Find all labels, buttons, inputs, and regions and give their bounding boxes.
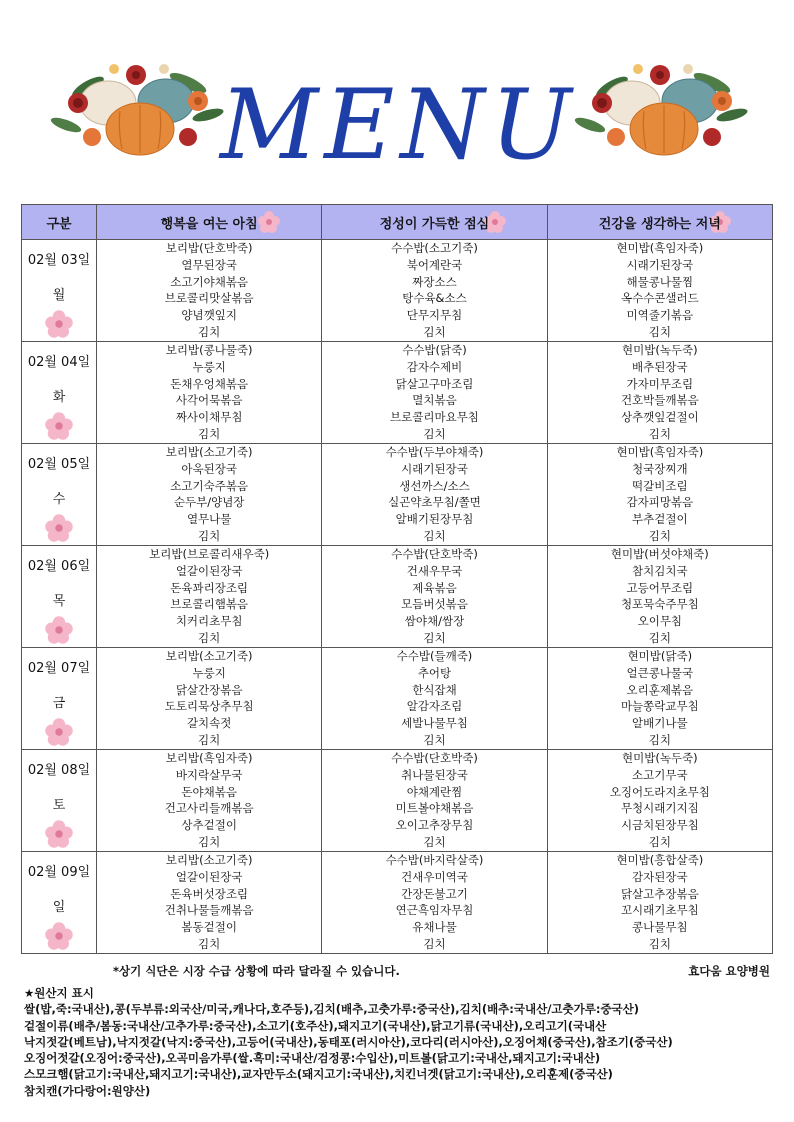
breakfast-cell	[97, 240, 322, 342]
menu-item: 수수밥(들깨죽)	[396, 649, 473, 663]
menu-item: 탕수육&소스	[402, 291, 467, 306]
menu-item: 김치	[648, 324, 671, 339]
menu-item: 김치	[423, 426, 446, 441]
menu-item: 현미밥(닭죽)	[627, 649, 693, 663]
day-weekday: 일	[52, 900, 66, 915]
menu-item: 현미밥(녹두죽)	[622, 751, 698, 765]
menu-item: 꼬시래기초무침	[620, 903, 699, 918]
flower-icon	[44, 513, 74, 543]
menu-item: 김치	[198, 732, 221, 747]
flower-icon	[44, 921, 74, 951]
menu-item: 돈채우엉채볶음	[170, 376, 249, 391]
menu-item: 돈야채볶음	[181, 784, 237, 799]
header-category: 구분	[22, 205, 97, 240]
menu-item: 감자피망볶음	[626, 495, 694, 510]
menu-item: 건새우무국	[406, 563, 463, 578]
menu-item: 멸치볶음	[412, 393, 457, 408]
menu-item: 건새우미역국	[401, 869, 468, 884]
table-row	[22, 444, 773, 546]
table-row	[22, 750, 773, 852]
menu-item: 참치김치국	[632, 563, 688, 578]
menu-item: 닭살간장볶음	[175, 682, 243, 697]
menu-body	[22, 240, 773, 954]
dinner-cell	[547, 546, 772, 648]
day-cell	[22, 546, 97, 648]
menu-item: 생선까스/소스	[399, 478, 470, 493]
menu-item: 바지락살무국	[175, 767, 243, 782]
menu-item: 김치	[198, 630, 221, 645]
menu-item: 추어탕	[417, 665, 452, 680]
flower-icon	[44, 309, 74, 339]
menu-item: 얼갈이된장국	[175, 563, 243, 578]
table-row	[22, 852, 773, 954]
day-cell	[22, 852, 97, 954]
menu-item: 무청시래기지짐	[620, 801, 699, 816]
menu-item: 청포묵숙주무침	[620, 597, 699, 612]
day-cell	[22, 648, 97, 750]
menu-item: 청국장찌개	[632, 461, 688, 476]
menu-item: 감자수제비	[406, 359, 463, 374]
dinner-cell	[547, 852, 772, 954]
breakfast-cell	[97, 852, 322, 954]
menu-item: 시금치된장무침	[620, 818, 699, 833]
menu-item: 김치	[198, 528, 221, 543]
lunch-cell	[322, 852, 547, 954]
menu-item: 유채나물	[412, 920, 457, 935]
menu-item: 수수밥(단호박죽)	[391, 751, 478, 765]
lunch-cell	[322, 750, 547, 852]
flower-icon	[44, 717, 74, 747]
menu-item: 알감자조림	[406, 699, 463, 714]
menu-item: 부추겉절이	[632, 512, 688, 527]
menu-item: 짜장소스	[412, 274, 457, 289]
menu-item: 수수밥(닭죽)	[402, 343, 467, 357]
breakfast-cell	[97, 750, 322, 852]
menu-item: 쌈야채/쌈장	[404, 614, 465, 629]
table-row	[22, 342, 773, 444]
lunch-cell	[322, 648, 547, 750]
menu-item: 보리밥(소고기죽)	[165, 445, 253, 459]
menu-item: 보리밥(소고기죽)	[165, 649, 253, 663]
lunch-cell	[322, 240, 547, 342]
menu-item: 소고기숙주볶음	[170, 478, 249, 493]
menu-table	[21, 204, 773, 954]
menu-item: 소고기야채볶음	[170, 274, 249, 289]
menu-item: 김치	[648, 528, 671, 543]
day-weekday: 토	[52, 798, 66, 813]
lunch-cell	[322, 444, 547, 546]
menu-item: 보리밥(소고기죽)	[165, 853, 253, 867]
menu-item: 수수밥(단호박죽)	[391, 547, 478, 561]
menu-item: 미역줄기볶음	[626, 308, 694, 323]
menu-item: 떡갈비조림	[632, 478, 688, 493]
menu-item: 시래기된장국	[401, 461, 468, 476]
day-date: 02월 05일	[27, 457, 91, 472]
day-weekday: 수	[52, 492, 66, 507]
menu-item: 사각어묵볶음	[175, 393, 243, 408]
menu-header-row	[22, 205, 773, 240]
menu-item: 김치	[648, 732, 671, 747]
menu-item: 브로콜리맛살볶음	[164, 291, 254, 306]
menu-item: 한식잡채	[412, 682, 457, 697]
menu-item: 브로콜리마요무침	[390, 410, 479, 425]
menu-item: 김치	[423, 936, 446, 951]
menu-item: 고등어무조림	[626, 580, 694, 595]
day-weekday: 목	[52, 594, 66, 609]
header-lunch: 정성이 가득한 점심	[322, 205, 547, 240]
menu-item: 김치	[648, 426, 671, 441]
menu-item: 김치	[423, 324, 446, 339]
menu-item: 양념깻잎지	[181, 308, 237, 323]
menu-item: 가자미무조림	[626, 376, 694, 391]
day-date: 02월 09일	[27, 865, 91, 880]
menu-item: 단무지무침	[406, 308, 463, 323]
menu-item: 시래기된장국	[626, 257, 694, 272]
menu-item: 연근흑임자무침	[395, 903, 474, 918]
day-date: 02월 07일	[27, 661, 91, 676]
menu-item: 알배기된장무침	[395, 512, 474, 527]
menu-item: 건취나물들깨볶음	[164, 903, 254, 918]
menu-item: 오징어도라지초무침	[609, 784, 710, 799]
lunch-cell	[322, 342, 547, 444]
menu-item: 상추겉절이	[181, 818, 237, 833]
menu-item: 치커리초무침	[175, 614, 243, 629]
menu-item: 김치	[648, 630, 671, 645]
origin-line: 겉절이류(배추/봄동:국내산/고추가루:중국산),소고기(호주산),돼지고기(국내산),닭고기류(국내산),오리고기(국내산	[24, 1018, 607, 1033]
menu-item: 닭살고추장볶음	[620, 886, 699, 901]
pumpkin-bouquet-left-icon	[48, 45, 228, 165]
menu-item: 현미밥(흑임자죽)	[616, 241, 704, 255]
menu-item: 미트볼야채볶음	[395, 801, 474, 816]
menu-item: 열무나물	[186, 512, 232, 527]
menu-item: 간장돈불고기	[401, 886, 468, 901]
day-weekday: 월	[52, 288, 66, 303]
origin-title: ★원산지 표시	[24, 986, 94, 1000]
breakfast-cell	[97, 546, 322, 648]
menu-item: 현미밥(흥합살죽)	[616, 853, 704, 867]
day-weekday: 화	[52, 390, 66, 405]
menu-item: 북어계란국	[406, 257, 463, 272]
dinner-cell	[547, 240, 772, 342]
menu-item: 건호박들깨볶음	[620, 393, 699, 408]
menu-item: 얼갈이된장국	[175, 869, 243, 884]
lunch-cell	[322, 546, 547, 648]
menu-item: 봄동겉절이	[181, 920, 237, 935]
menu-item: 갈치속젓	[186, 716, 232, 731]
flower-icon	[44, 411, 74, 441]
day-cell	[22, 444, 97, 546]
day-date: 02월 08일	[27, 763, 91, 778]
menu-item: 취나물된장국	[401, 767, 468, 782]
menu-item: 김치	[198, 834, 221, 849]
header-breakfast: 행복을 여는 아침	[97, 205, 322, 240]
day-date: 02월 04일	[27, 355, 91, 370]
menu-item: 김치	[198, 936, 221, 951]
menu-item: 현미밥(흑임자죽)	[616, 445, 704, 459]
day-date: 02월 06일	[27, 559, 91, 574]
menu-item: 보리밥(흑임자죽)	[165, 751, 253, 765]
page-header	[0, 0, 794, 200]
menu-item: 배추된장국	[632, 359, 688, 374]
menu-item: 콩나물무침	[632, 920, 688, 935]
table-row	[22, 546, 773, 648]
menu-item: 짜사이채무침	[175, 410, 243, 425]
menu-item: 해물콩나물찜	[626, 274, 694, 289]
menu-item: 김치	[423, 630, 446, 645]
origin-info	[24, 985, 784, 1099]
menu-item: 열무된장국	[181, 257, 237, 272]
menu-item: 알배기나물	[632, 716, 688, 731]
flower-icon	[44, 819, 74, 849]
menu-item: 오이고추장무침	[395, 818, 474, 833]
menu-item: 누룽지	[192, 359, 226, 374]
menu-item: 브로콜리햄볶음	[170, 597, 249, 612]
dinner-cell	[547, 342, 772, 444]
menu-item: 돈육꽈리장조림	[170, 580, 249, 595]
origin-line: 쌀(밥,죽:국내산),콩(두부류:외국산/미국,캐나다,호주등),김치(배추,고춧가루:중국산),김치(배추:국내산/고춧가루:중국산)	[24, 1002, 640, 1017]
menu-item: 김치	[648, 936, 671, 951]
dinner-cell	[547, 648, 772, 750]
breakfast-cell	[97, 648, 322, 750]
flower-icon	[44, 615, 74, 645]
menu-item: 김치	[423, 528, 446, 543]
header-dinner: 건강을 생각하는 저녁	[547, 205, 772, 240]
menu-item: 제육볶음	[412, 580, 457, 595]
day-cell	[22, 342, 97, 444]
menu-item: 김치	[198, 324, 221, 339]
menu-item: 옥수수콘샐러드	[620, 291, 699, 306]
menu-item: 실곤약초무침/쫄면	[388, 495, 481, 510]
dinner-cell	[547, 444, 772, 546]
dinner-cell	[547, 750, 772, 852]
menu-item: 상추깻잎겉절이	[620, 410, 699, 425]
menu-item: 얼큰콩나물국	[626, 665, 694, 680]
flower-icon	[257, 210, 281, 234]
table-row	[22, 648, 773, 750]
menu-item: 마늘쫑락교무침	[620, 699, 699, 714]
menu-item: 누룽지	[192, 665, 226, 680]
menu-item: 보리밥(단호박죽)	[165, 241, 253, 255]
menu-item: 순두부/양념장	[173, 495, 245, 510]
menu-item: 현미밥(버섯야채죽)	[610, 547, 709, 561]
origin-line: 낙지젓갈(베트남),낙지젓갈(낙지:중국산),고등어(국내산),동태포(러시아산),코다리(러시아산),오징어채(중국산),참조기(중국산)	[24, 1034, 673, 1049]
menu-item: 현미밥(녹두죽)	[622, 343, 698, 357]
menu-item: 건고사리들깨볶음	[164, 801, 254, 816]
menu-item: 수수밥(바지락살죽)	[385, 853, 484, 867]
notice-text: *상기 식단은 시장 수급 상황에 따라 달라질 수 있습니다.	[113, 964, 400, 978]
pumpkin-bouquet-right-icon	[572, 45, 752, 165]
menu-item: 오이무침	[637, 614, 683, 629]
menu-item: 수수밥(소고기죽)	[391, 241, 478, 255]
breakfast-cell	[97, 444, 322, 546]
menu-item: 소고기무국	[632, 767, 688, 782]
menu-item: 야채계란찜	[406, 784, 463, 799]
menu-item: 세발나물무침	[401, 716, 468, 731]
origin-lines	[24, 1001, 784, 1099]
origin-line: 참치캔(가다랑어:원양산)	[24, 1083, 151, 1098]
day-date: 02월 03일	[27, 253, 91, 268]
menu-item: 감자된장국	[632, 869, 688, 884]
menu-item: 수수밥(두부야채죽)	[385, 445, 484, 459]
menu-item: 돈육버섯장조림	[170, 886, 249, 901]
day-cell	[22, 240, 97, 342]
menu-item: 김치	[198, 426, 221, 441]
menu-item: 오리훈제볶음	[626, 682, 694, 697]
origin-line: 오징어젓갈(오징어:중국산),오곡미음가루(쌀.흑미:국내산/검정콩:수입산),미트볼(닭고기:국내산,돼지고기:국내산)	[24, 1051, 601, 1066]
origin-line: 스모크햄(닭고기:국내산,돼지고기:국내산),교자만두소(돼지고기:국내산),치킨너겟(닭고기:국내산),오리훈제(중국산)	[24, 1067, 613, 1082]
menu-item: 보리밥(브로콜리새우죽)	[149, 547, 270, 561]
page-title: MENU	[220, 69, 578, 181]
day-weekday: 금	[52, 696, 66, 711]
menu-item: 모듬버섯볶음	[401, 597, 468, 612]
menu-item: 도토리묵상추무침	[164, 699, 254, 714]
day-cell	[22, 750, 97, 852]
breakfast-cell	[97, 342, 322, 444]
menu-item: 닭살고구마조림	[395, 376, 474, 391]
menu-item: 김치	[423, 732, 446, 747]
menu-item: 보리밥(콩나물죽)	[165, 343, 253, 357]
table-row	[22, 240, 773, 342]
menu-item: 김치	[648, 834, 671, 849]
hospital-name: 효다움 요양병원	[688, 964, 770, 978]
menu-item: 김치	[423, 834, 446, 849]
menu-item: 아욱된장국	[181, 461, 237, 476]
